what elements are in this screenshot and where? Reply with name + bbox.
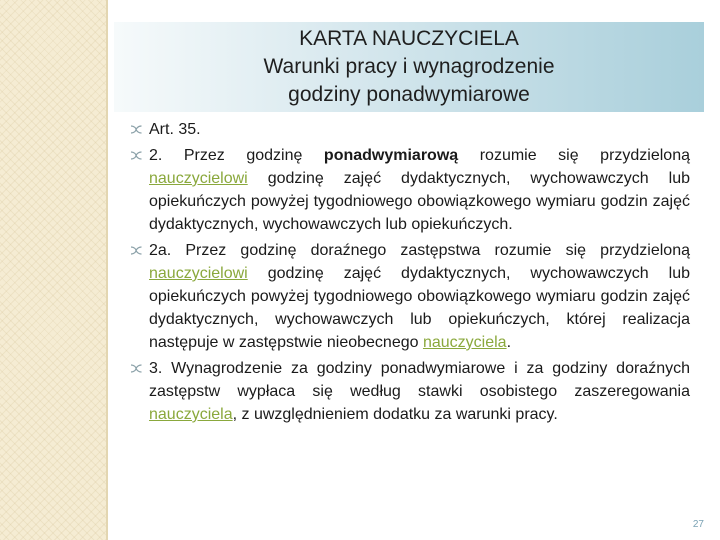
hyperlink-nauczyciela[interactable]: nauczyciela	[149, 406, 233, 423]
text-run: , z uwzględnieniem dodatku za warunki pracy.	[232, 406, 558, 423]
text-run: 3. Wynagrodzenie za godziny ponadwymiarowe i za godziny doraźnych zastępstw wypłaca się według stawki osobistego zaszeregowania	[149, 360, 690, 400]
page-number: 27	[692, 519, 704, 530]
text-run-bold: ponadwymiarową	[323, 147, 459, 164]
text-run: 2a. Przez godzinę doraźnego zastępstwa rozumie się przydzieloną	[149, 242, 690, 259]
hyperlink-nauczycielowi[interactable]: nauczycielowi	[149, 265, 248, 282]
item-text	[149, 242, 690, 351]
item-text	[149, 360, 690, 423]
text-run: .	[506, 334, 512, 351]
slide-title-line-3: godziny ponadwymiarowe	[288, 83, 530, 106]
item-text	[149, 121, 201, 138]
slide-title-line-1: KARTA NAUCZYCIELA	[299, 27, 519, 50]
text-run: Art. 35.	[149, 121, 201, 138]
slide-title-line-2: Warunki pracy i wynagrodzenie	[263, 55, 555, 78]
text-run: godzinę zajęć dydaktycznych, wychowawczych lub opiekuńczych powyżej tygodniowego obowiązkowego wymiaru godzin zajęć dydaktycznych, wychowawczych lub opiekuńczych.	[149, 170, 690, 233]
list-item	[130, 357, 690, 426]
list-item	[130, 144, 690, 236]
hyperlink-nauczyciela[interactable]: nauczyciela	[422, 334, 507, 351]
side-strip-edge	[106, 0, 108, 540]
list-item	[130, 239, 690, 354]
text-run: 2. Przez godzinę	[149, 147, 324, 164]
item-text	[149, 147, 690, 233]
text-run: rozumie się przydzieloną	[458, 147, 690, 164]
decorative-side-strip	[0, 0, 106, 540]
slide-content	[130, 118, 690, 429]
hyperlink-nauczycielowi[interactable]: nauczycielowi	[149, 170, 248, 187]
text-run: godzinę zajęć dydaktycznych, wychowawczych lub opiekuńczych powyżej tygodniowego obowiązkowego wymiaru godzin zajęć dydaktycznych, wychowawczych lub opiekuńczych, której realizacja następuje w zastępstwie nieobecnego	[149, 265, 690, 351]
slide-title-box	[114, 22, 704, 112]
bullet-icon	[130, 118, 144, 141]
bullet-icon	[130, 357, 144, 380]
list-item	[130, 118, 690, 141]
bullet-icon	[130, 239, 144, 262]
bullet-icon	[130, 144, 144, 167]
